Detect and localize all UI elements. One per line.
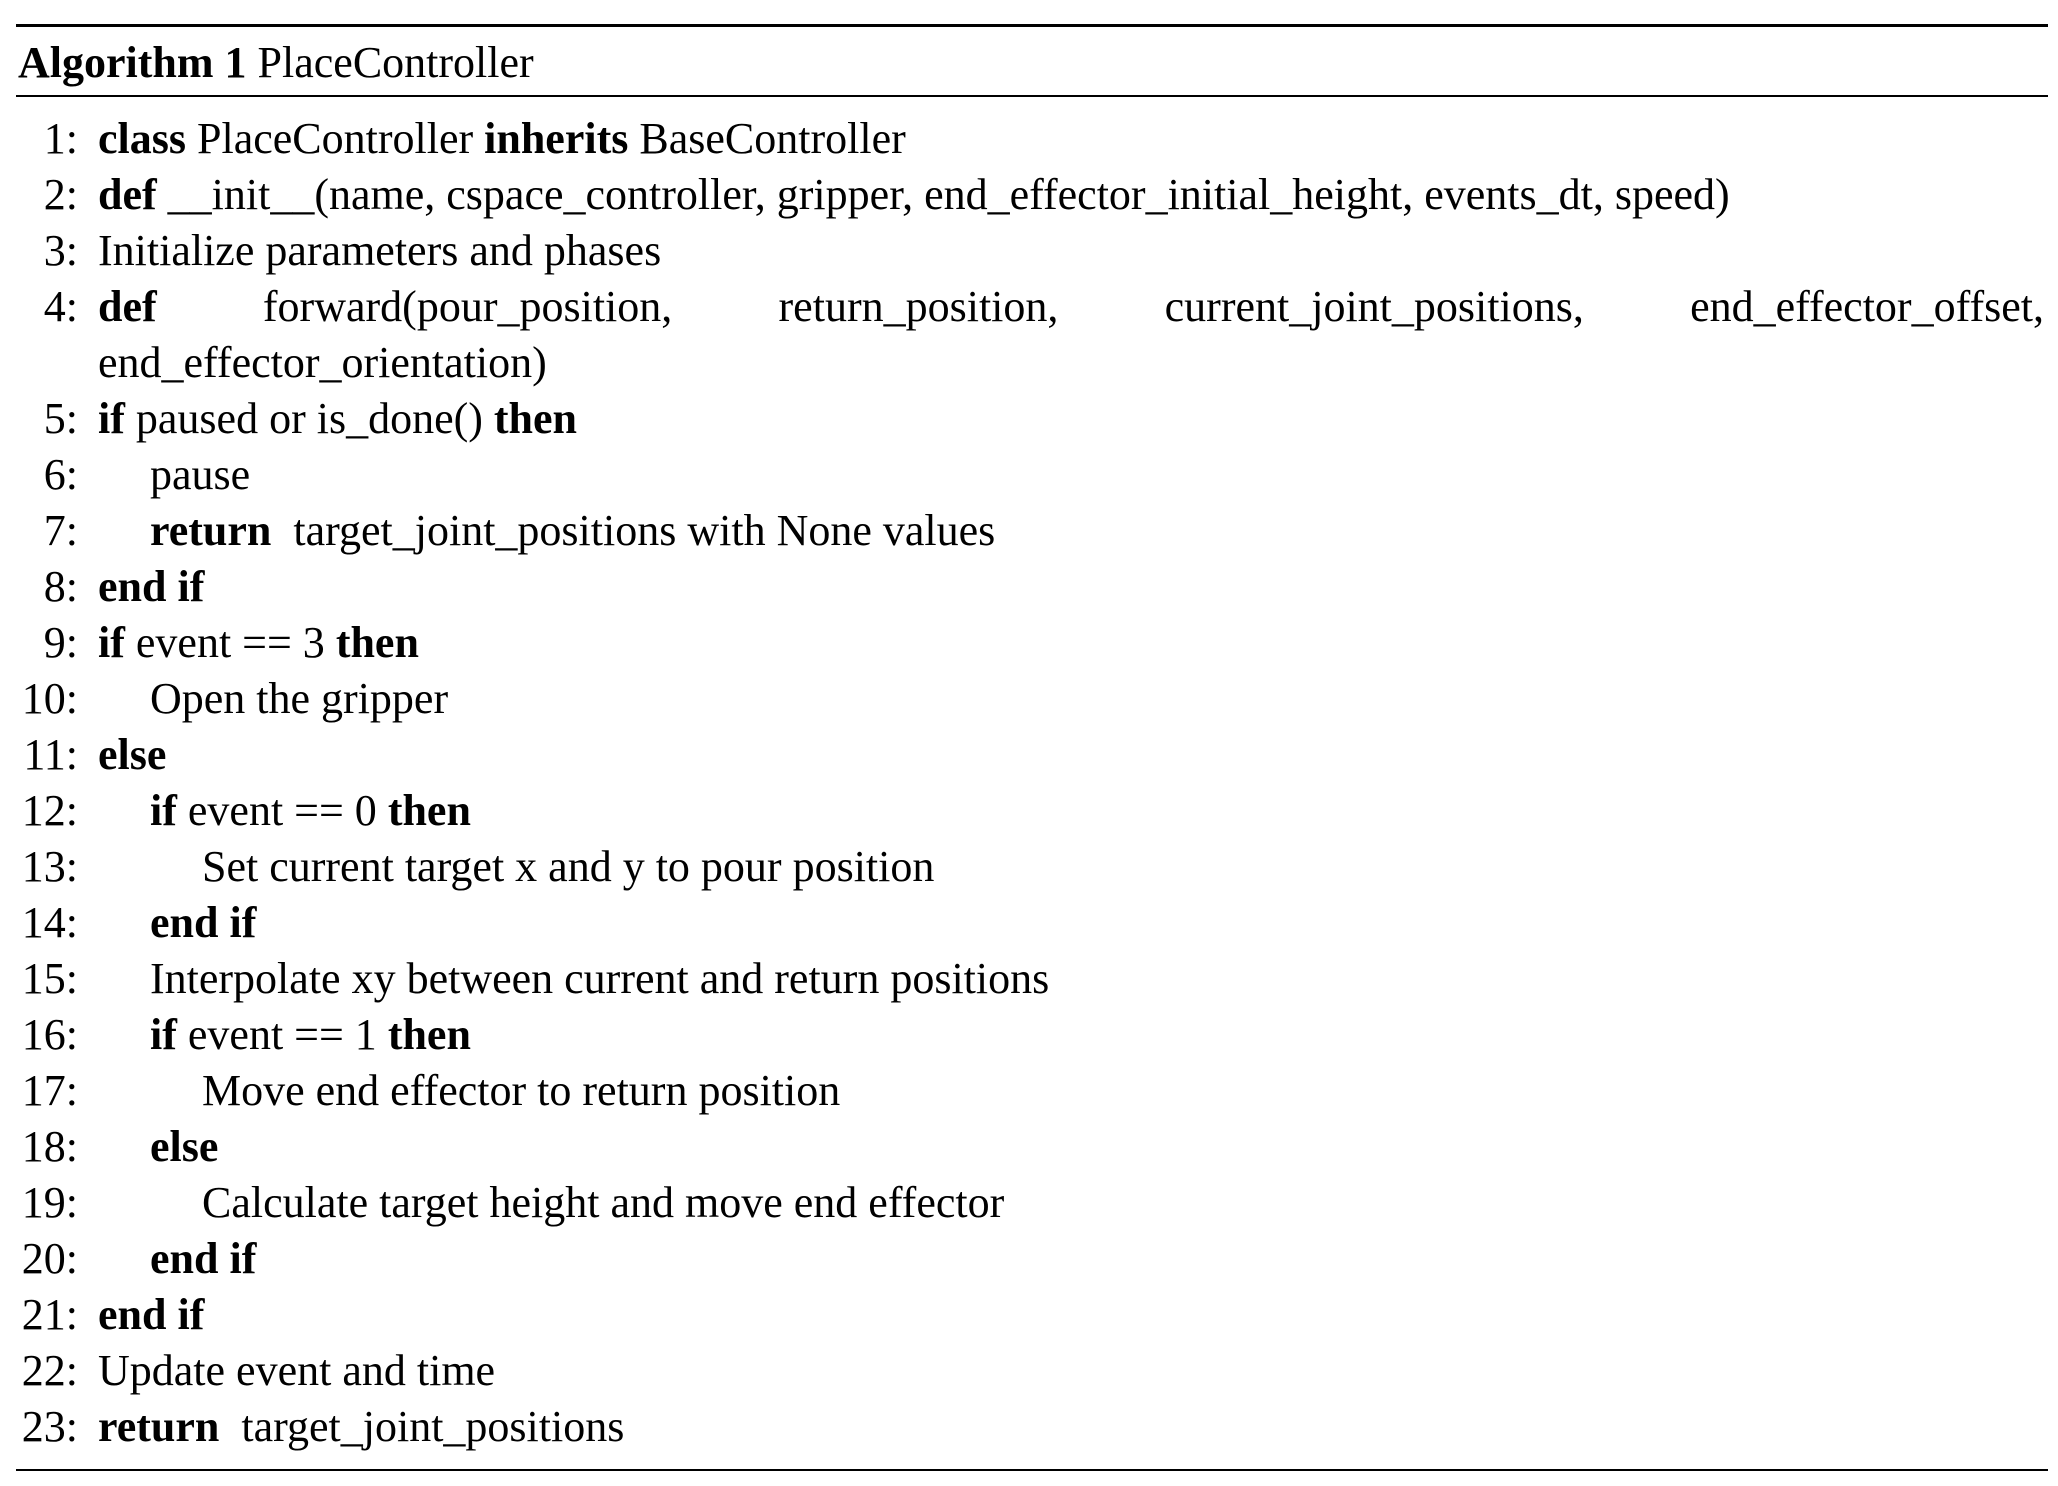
line-code xyxy=(78,111,2048,167)
algorithm-line xyxy=(16,1063,2048,1119)
keyword: if xyxy=(150,1010,177,1059)
algorithm-line xyxy=(16,391,2048,447)
keyword: class xyxy=(98,114,186,163)
line-number: 2: xyxy=(43,170,78,219)
line-code xyxy=(78,223,2048,279)
code-text: __init__(name, cspace_controller, gripper, end_effector_initial_height, events_dt, speed) xyxy=(156,170,1730,219)
keyword: then xyxy=(335,618,419,667)
keyword: return xyxy=(98,1402,220,1451)
line-code xyxy=(78,727,2048,783)
algorithm-line xyxy=(16,223,2048,279)
algorithm-label: Algorithm 1 xyxy=(18,38,247,87)
top-rule xyxy=(16,24,2048,27)
code-text: forward(pour_position, xyxy=(262,282,673,331)
code-text: return_position, xyxy=(778,282,1059,331)
code-text: target_joint_positions with None values xyxy=(271,506,996,555)
code-text: pause xyxy=(150,450,251,499)
algorithm-line xyxy=(16,615,2048,671)
code-text: current_joint_positions, xyxy=(1164,282,1584,331)
code-text: Calculate target height and move end effector xyxy=(202,1178,1005,1227)
algorithm-line xyxy=(16,1399,2048,1455)
line-number: 14: xyxy=(21,898,78,947)
algorithm-line xyxy=(16,671,2048,727)
algorithm-block xyxy=(16,24,2048,1471)
caption-rule xyxy=(16,95,2048,97)
line-code xyxy=(78,1399,2048,1455)
line-code xyxy=(78,615,2048,671)
keyword: then xyxy=(493,394,578,443)
line-code xyxy=(78,839,2048,895)
line-number: 13: xyxy=(21,842,78,891)
code-text: Update event and time xyxy=(98,1346,496,1395)
line-number-spacer xyxy=(16,335,78,391)
keyword: if xyxy=(98,618,125,667)
line-number: 7: xyxy=(43,506,78,555)
code-text: Set current target x and y to pour position xyxy=(202,842,935,891)
algorithm-line xyxy=(16,1007,2048,1063)
code-text: end_effector_orientation) xyxy=(98,338,547,387)
algorithm-line xyxy=(16,727,2048,783)
keyword: if xyxy=(150,786,177,835)
keyword: then xyxy=(387,786,471,835)
algorithm-line xyxy=(16,951,2048,1007)
algorithm-line xyxy=(16,1231,2048,1287)
line-code xyxy=(78,783,2048,839)
line-number: 6: xyxy=(43,450,78,499)
keyword: return xyxy=(150,506,272,555)
line-number: 23: xyxy=(21,1402,78,1451)
line-number: 5: xyxy=(43,394,78,443)
line-number: 22: xyxy=(21,1346,78,1395)
code-text: Open the gripper xyxy=(150,674,449,723)
line-number: 9: xyxy=(43,618,78,667)
code-text: end_effector_offset, xyxy=(1690,282,2044,331)
line-code xyxy=(78,391,2048,447)
keyword: end if xyxy=(98,1290,205,1339)
line-number: 19: xyxy=(21,1178,78,1227)
line-code xyxy=(78,559,2048,615)
line-code xyxy=(78,951,2048,1007)
algorithm-line xyxy=(16,839,2048,895)
code-text: event == 3 xyxy=(124,618,336,667)
algorithm-line xyxy=(16,1287,2048,1343)
keyword: then xyxy=(387,1010,471,1059)
algorithm-line xyxy=(16,279,2048,335)
algorithm-line xyxy=(16,503,2048,559)
line-number: 20: xyxy=(21,1234,78,1283)
line-code xyxy=(78,1231,2048,1287)
algorithm-line xyxy=(16,447,2048,503)
line-number: 11: xyxy=(23,730,78,779)
code-text: PlaceController xyxy=(186,114,485,163)
algorithm-line xyxy=(16,111,2048,167)
line-number: 10: xyxy=(21,674,78,723)
algorithm-line xyxy=(16,167,2048,223)
keyword: if xyxy=(98,394,125,443)
code-text: Interpolate xy between current and return positions xyxy=(150,954,1050,1003)
code-text: target_joint_positions xyxy=(219,1402,625,1451)
line-number: 1: xyxy=(43,114,78,163)
line-number: 16: xyxy=(21,1010,78,1059)
algorithm-line xyxy=(16,1343,2048,1399)
line-code xyxy=(78,1119,2048,1175)
line-code xyxy=(78,1063,2048,1119)
keyword: def xyxy=(98,282,157,331)
keyword: end if xyxy=(150,1234,257,1283)
code-text: paused or is_done() xyxy=(124,394,494,443)
algorithm-line xyxy=(16,1119,2048,1175)
line-code xyxy=(78,503,2048,559)
code-text: event == 0 xyxy=(176,786,388,835)
keyword: end if xyxy=(150,898,257,947)
algorithm-line xyxy=(16,1175,2048,1231)
line-number: 12: xyxy=(21,786,78,835)
keyword: else xyxy=(98,730,167,779)
line-code xyxy=(78,1287,2048,1343)
line-code xyxy=(78,279,2048,335)
algorithm-lines xyxy=(16,111,2048,1455)
line-code xyxy=(78,1007,2048,1063)
bottom-rule xyxy=(16,1469,2048,1471)
line-number: 17: xyxy=(21,1066,78,1115)
keyword: end if xyxy=(98,562,205,611)
algorithm-line xyxy=(16,559,2048,615)
keyword: def xyxy=(98,170,157,219)
algorithm-title: PlaceController xyxy=(257,38,534,87)
algorithm-line xyxy=(16,783,2048,839)
line-code xyxy=(78,1343,2048,1399)
line-number: 21: xyxy=(21,1290,78,1339)
code-text: event == 1 xyxy=(176,1010,388,1059)
line-number: 18: xyxy=(21,1122,78,1171)
line-code xyxy=(78,671,2048,727)
line-number: 15: xyxy=(21,954,78,1003)
keyword: inherits xyxy=(484,114,629,163)
code-text: Move end effector to return position xyxy=(202,1066,841,1115)
line-code xyxy=(78,447,2048,503)
code-text: BaseController xyxy=(628,114,906,163)
line-code xyxy=(78,895,2048,951)
line-number: 4: xyxy=(43,282,78,331)
line-code xyxy=(78,1175,2048,1231)
keyword: else xyxy=(150,1122,219,1171)
algorithm-caption xyxy=(16,38,2048,87)
algorithm-line xyxy=(16,895,2048,951)
code-text: Initialize parameters and phases xyxy=(98,226,662,275)
line-number: 3: xyxy=(43,226,78,275)
line-code xyxy=(78,167,2048,223)
algorithm-line-continuation xyxy=(16,335,2048,391)
line-number: 8: xyxy=(43,562,78,611)
